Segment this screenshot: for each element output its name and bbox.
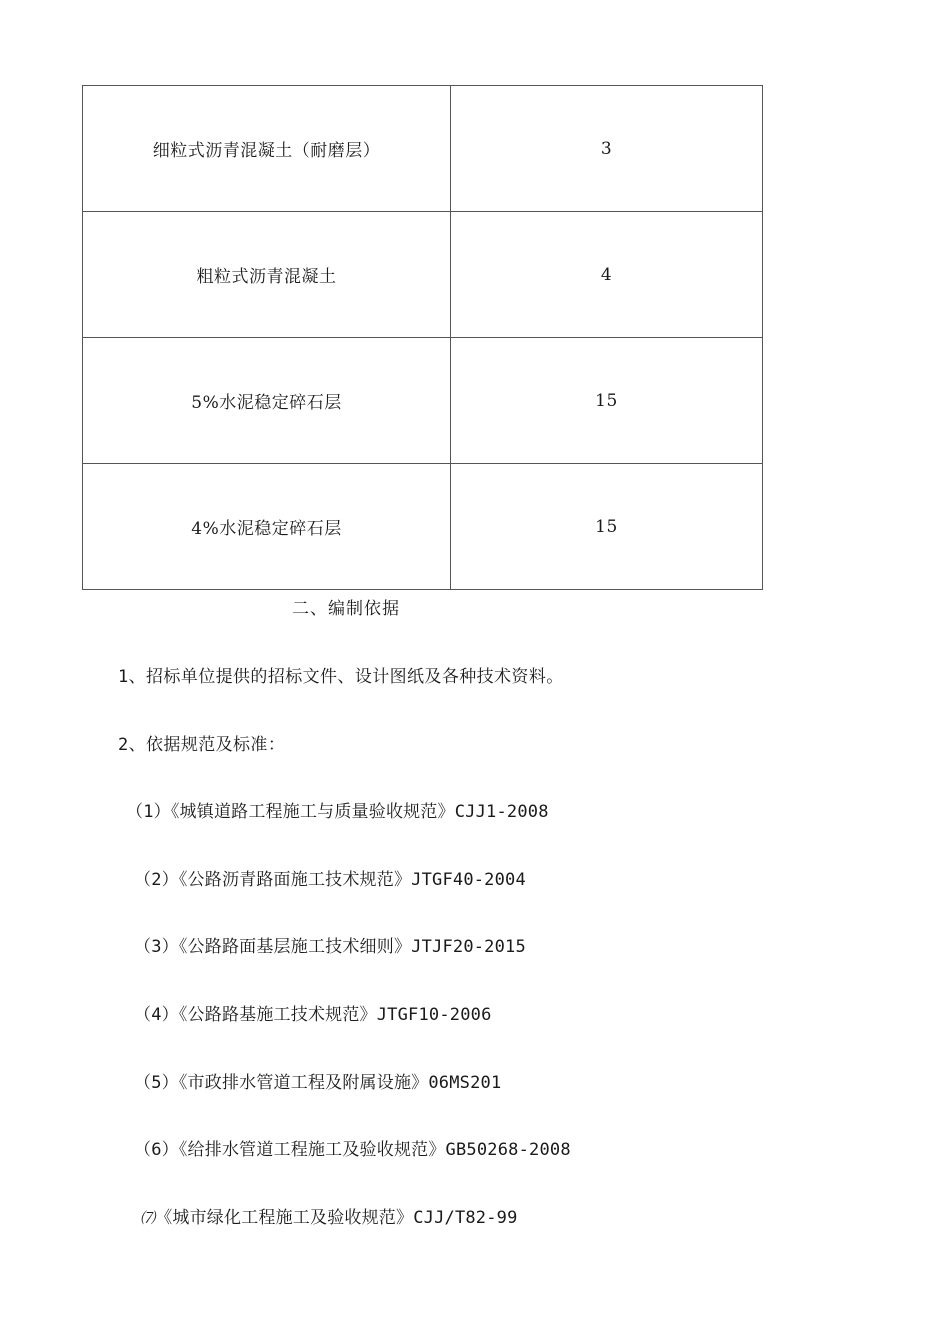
reference-title: 《公路沥青路面施工技术规范》JTGF40-2004 (178, 870, 526, 890)
paragraph-standards-intro: 2、依据规范及标准： (118, 735, 286, 755)
reference-title: 《给排水管道工程施工及验收规范》GB50268-2008 (178, 1140, 571, 1160)
reference-title: 《市政排水管道工程及附属设施》06MS201 (178, 1073, 502, 1093)
reference-title: 《公路路面基层施工技术细则》JTJF20-2015 (178, 937, 526, 957)
layer-thickness-cell: 3 (451, 86, 763, 212)
layer-name-cell: 细粒式沥青混凝土（耐磨层） (83, 86, 451, 212)
reference-item (140, 1203, 518, 1228)
layer-thickness-cell: 4 (451, 212, 763, 338)
layer-name-cell: 5%水泥稳定碎石层 (83, 338, 451, 464)
table-row (83, 464, 763, 590)
reference-item (134, 1068, 501, 1093)
layer-thickness-cell: 15 (451, 338, 763, 464)
reference-title: 《公路路基施工技术规范》JTGF10-2006 (178, 1005, 492, 1025)
reference-item (134, 932, 526, 957)
reference-number: （6） (134, 1140, 179, 1160)
reference-item (134, 865, 526, 890)
layer-name-cell: 4%水泥稳定碎石层 (83, 464, 451, 590)
reference-item (126, 797, 549, 822)
table-row (83, 338, 763, 464)
reference-number: （3） (134, 937, 179, 957)
reference-item (134, 1000, 492, 1025)
layer-thickness-cell: 15 (451, 464, 763, 590)
paragraph-tender-documents: 1、招标单位提供的招标文件、设计图纸及各种技术资料。 (118, 667, 564, 687)
layer-name-cell: 粗粒式沥青混凝土 (83, 212, 451, 338)
section-heading: 二、编制依据 (292, 599, 400, 619)
reference-number: （5） (134, 1073, 179, 1093)
reference-number: （1） (126, 802, 171, 822)
reference-number: ⑺ (140, 1209, 156, 1227)
pavement-layer-table (82, 85, 763, 590)
reference-item (134, 1135, 571, 1160)
table-row (83, 212, 763, 338)
reference-title: 《城市绿化工程施工及验收规范》CJJ/T82-99 (155, 1208, 518, 1228)
reference-title: 《城镇道路工程施工与质量验收规范》CJJ1-2008 (170, 802, 549, 822)
reference-number: （2） (134, 870, 179, 890)
reference-number: （4） (134, 1005, 179, 1025)
table-row (83, 86, 763, 212)
